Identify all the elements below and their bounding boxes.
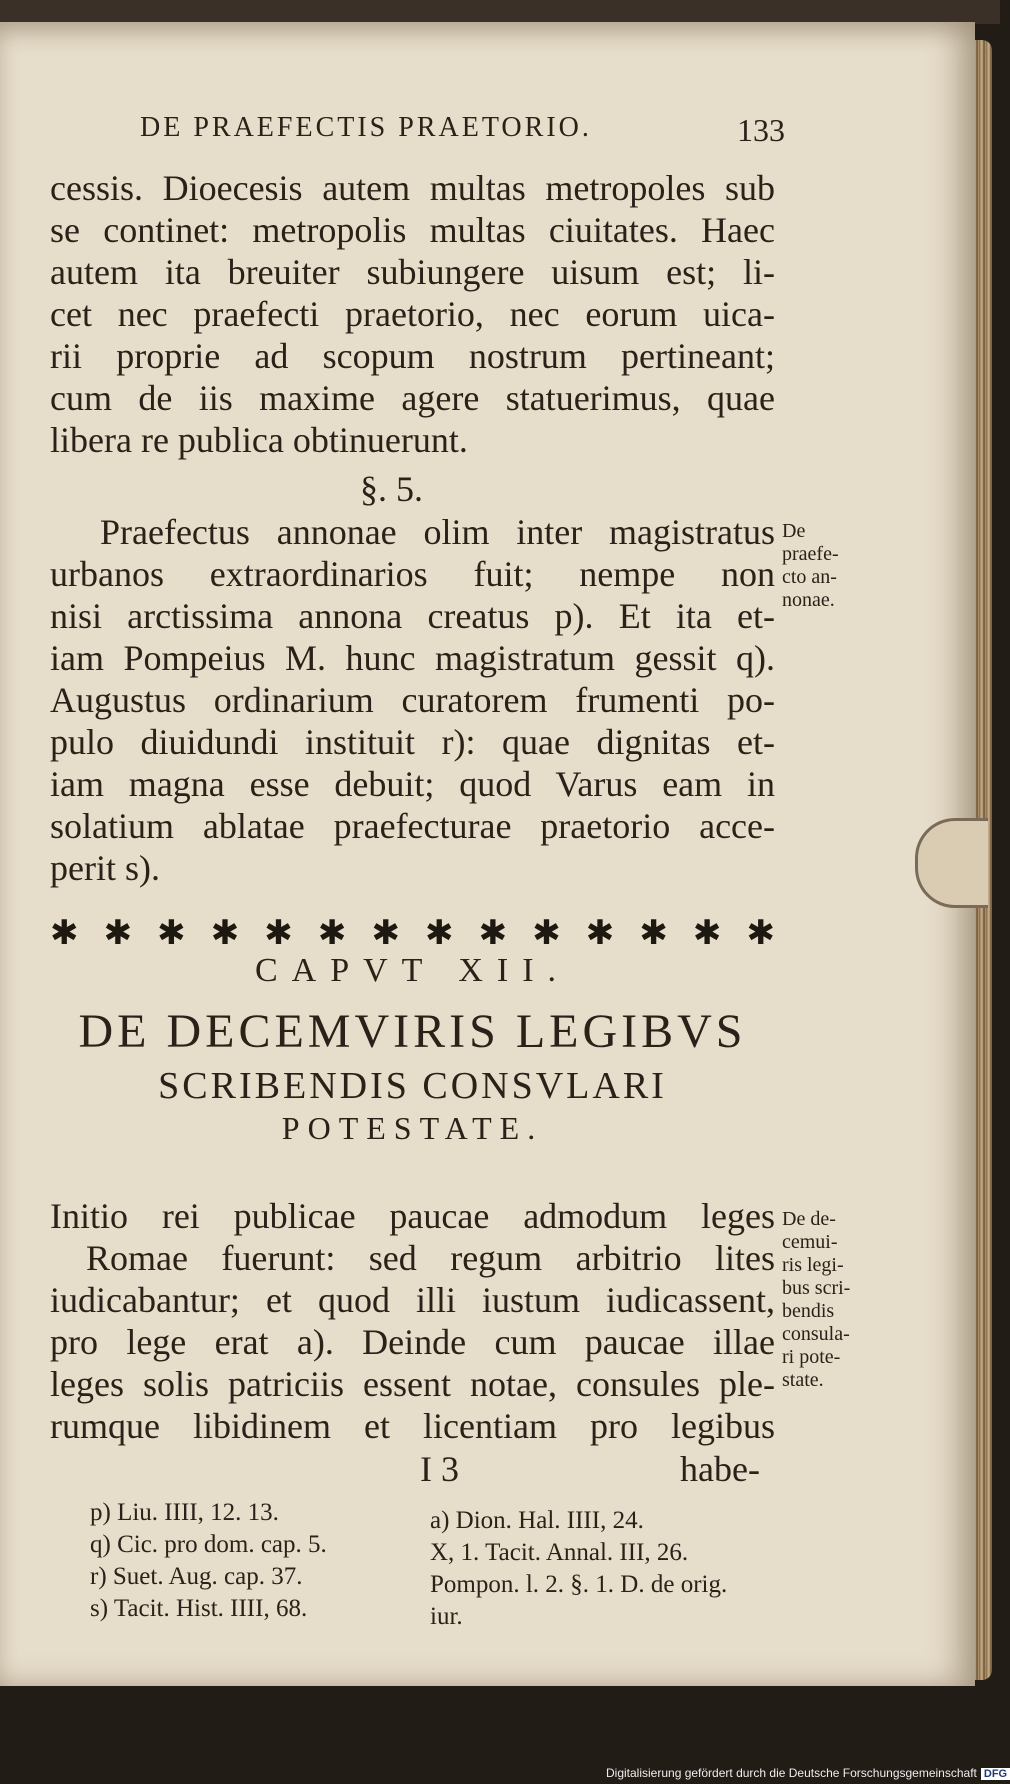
text-line: pro lege erat a). Deinde cum paucae illae: [50, 1322, 775, 1362]
signature-mark: I 3: [420, 1449, 459, 1489]
footnote: X, 1. Tacit. Annal. III, 26.: [430, 1539, 689, 1566]
text-line: iudicabantur; et quod illi iustum iudicassent,: [50, 1280, 775, 1320]
chapter-title-line: SCRIBENDIS CONSVLARI: [158, 1065, 667, 1107]
text-line: pulo diuidundi instituit r): quae dignitas et-: [50, 722, 775, 762]
footnote: r) Suet. Aug. cap. 37.: [90, 1563, 303, 1590]
footnote: a) Dion. Hal. IIII, 24.: [430, 1507, 644, 1534]
text-line: Augustus ordinarium curatorem frumenti po-: [50, 680, 775, 720]
chapter-title-line: POTESTATE.: [281, 1110, 544, 1146]
running-title: DE PRAEFECTIS PRAETORIO.: [140, 112, 592, 143]
text-line: rumque libidinem et licentiam pro legibus: [50, 1406, 775, 1446]
chapter-number: CAPVT XII.: [254, 952, 571, 989]
text-line: iam Pompeius M. hunc magistratum gessit q).: [50, 638, 775, 678]
text-line: libera re publica obtinuerunt.: [50, 420, 468, 460]
footnote: iur.: [430, 1603, 463, 1630]
text-line: iam magna esse debuit; quod Varus eam in: [50, 764, 775, 804]
credit-text: Digitalisierung gefördert durch die Deutsche Forschungsgemeinschaft: [606, 1766, 977, 1780]
text-line: rii proprie ad scopum nostrum pertineant;: [50, 336, 775, 376]
text-line: Praefectus annonae olim inter magistratus: [100, 512, 775, 552]
footnote: p) Liu. IIII, 12. 13.: [90, 1499, 279, 1526]
text-line: se continet: metropolis multas ciuitates. Haec: [50, 210, 775, 250]
running-header: [140, 112, 785, 148]
text-line: cessis. Dioecesis autem multas metropoles sub: [50, 168, 775, 208]
digitization-credit: [606, 1766, 1010, 1780]
text-line: Romae fuerunt: sed regum arbitrio lites: [86, 1238, 775, 1278]
margin-note: De de- cemui- ris legi- bus scri- bendis consula- ri pote- state.: [782, 1208, 851, 1391]
catchword: habe-: [680, 1449, 760, 1489]
text-line: leges solis patriciis essent notae, consules ple-: [50, 1364, 775, 1404]
text-line: solatium ablatae praefecturae praetorio acce-: [50, 806, 775, 846]
page-number: 133: [737, 112, 785, 148]
footnote: Pompon. l. 2. §. 1. D. de orig.: [430, 1571, 728, 1598]
book-top-edge: [0, 0, 1000, 24]
text-line: nisi arctissima annona creatus p). Et ita et-: [50, 596, 775, 636]
section-mark: §. 5.: [360, 469, 423, 509]
text-line: autem ita breuiter subiungere uisum est; li-: [50, 252, 775, 292]
text-line: urbanos extraordinarios fuit; nempe non: [50, 554, 775, 594]
text-line: cum de iis maxime agere statuerimus, quae: [50, 378, 775, 418]
margin-note: De praefe- cto an- nonae.: [782, 520, 839, 611]
text-line: perit s).: [50, 848, 160, 888]
dfg-logo: DFG: [981, 1768, 1010, 1780]
footnote: q) Cic. pro dom. cap. 5.: [90, 1531, 327, 1558]
footnote: s) Tacit. Hist. IIII, 68.: [90, 1595, 308, 1622]
ornament-stars: ✱ ✱ ✱ ✱ ✱ ✱ ✱ ✱ ✱ ✱ ✱ ✱ ✱ ✱: [50, 915, 775, 952]
page-tab-marker: [915, 818, 988, 908]
ornament-divider: [50, 913, 775, 953]
text-line: Initio rei publicae paucae admodum leges: [50, 1196, 775, 1236]
text-line: cet nec praefecti praetorio, nec eorum uica-: [50, 294, 775, 334]
chapter-title-line: DE DECEMVIRIS LEGIBVS: [78, 1005, 747, 1058]
